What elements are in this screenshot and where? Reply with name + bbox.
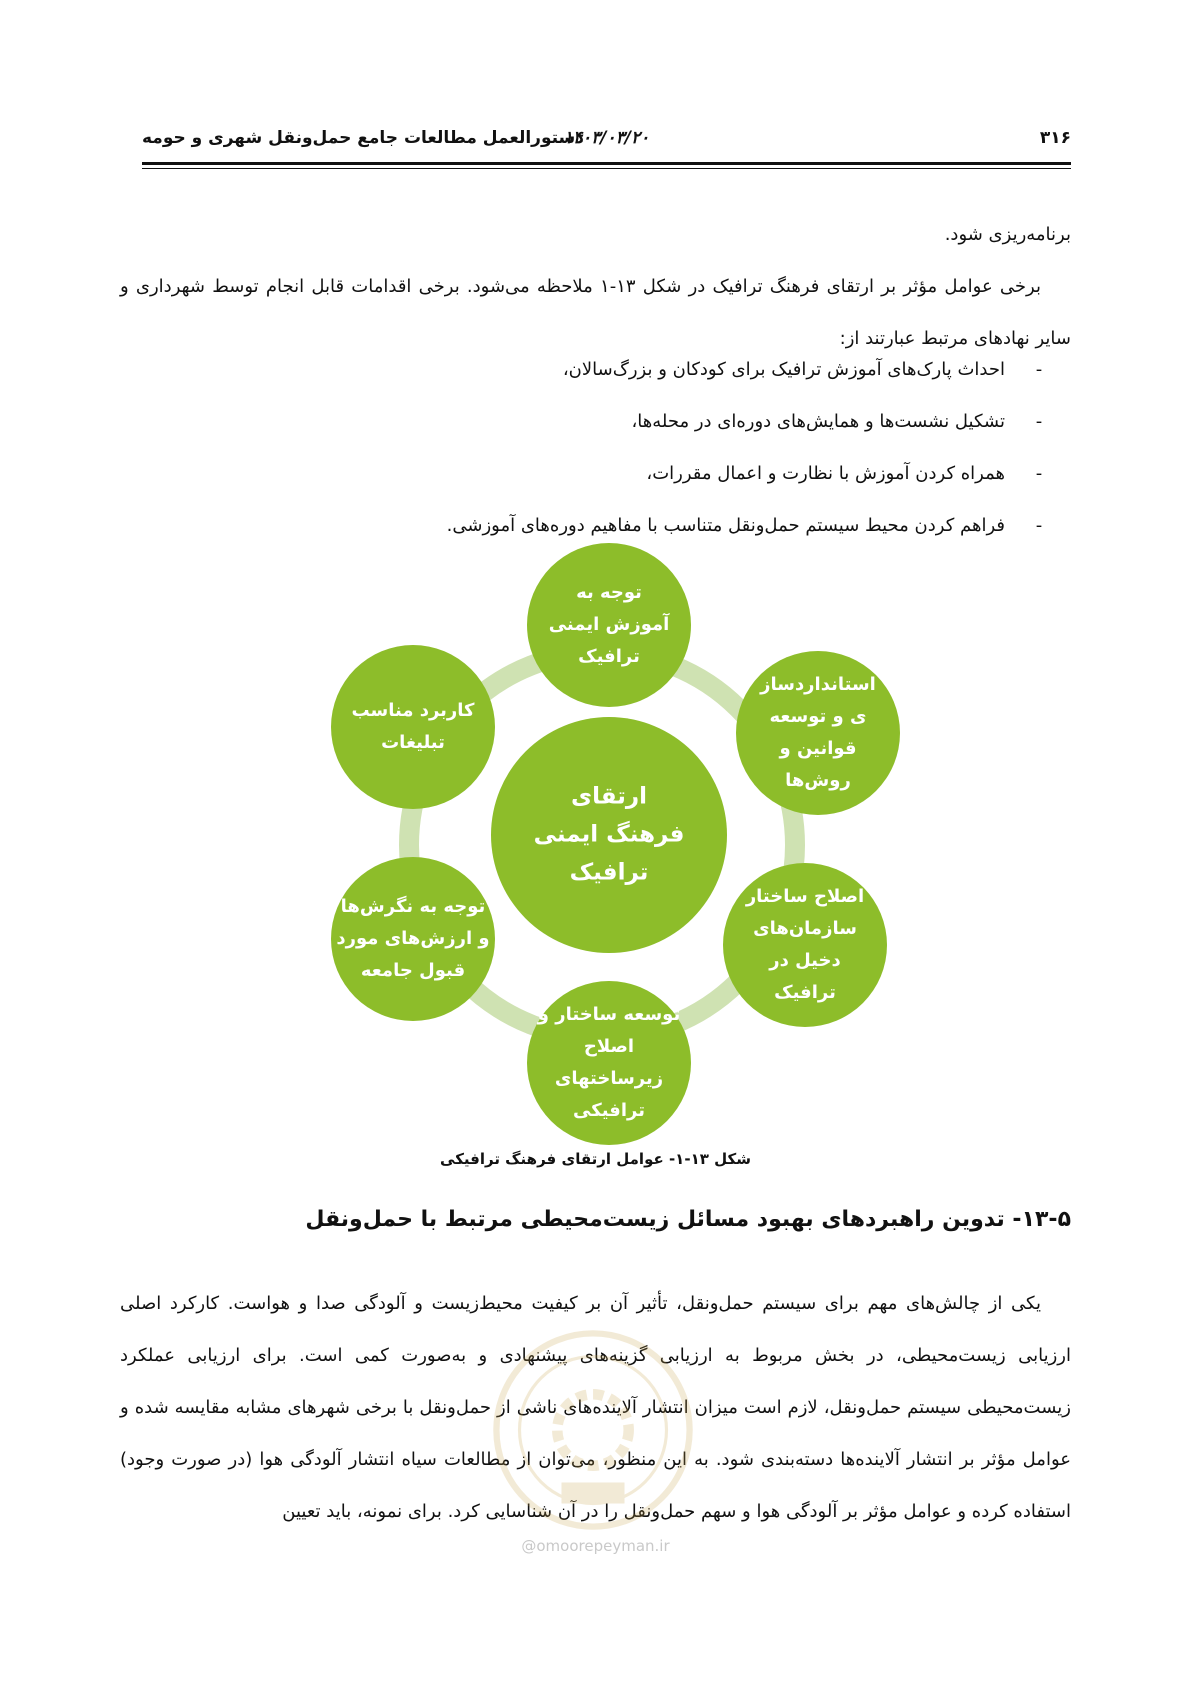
intro-text: برخی عوامل مؤثر بر ارتقای فرهنگ ترافیک در شکل ۱۳-۱ ملاحظه می‌شود. برخی اقدامات قابل انجام توسط شهرداری و سایر نهادهای مرتبط عبارتند از: bbox=[120, 276, 1071, 349]
intro-paragraph bbox=[120, 209, 1071, 365]
diagram-node-3-label: ترافیک bbox=[774, 982, 836, 1003]
diagram-node-2 bbox=[736, 651, 900, 815]
list-item bbox=[149, 396, 1049, 448]
diagram-node-6 bbox=[331, 645, 495, 809]
list-item-text: فراهم کردن محیط سیستم حمل‌ونقل متناسب با مفاهیم دوره‌های آموزشی. bbox=[446, 515, 1005, 536]
diagram-node-4-label: ترافیکی bbox=[573, 1100, 645, 1121]
diagram-node-5-label: توجه به نگرش‌ها bbox=[340, 896, 486, 917]
diagram-node-3 bbox=[723, 863, 887, 1027]
section-text: یکی از چالش‌های مهم برای سیستم حمل‌ونقل، تأثیر آن بر کیفیت محیط‌زیست و آلودگی صدا و هواست. کارکرد اصلی ارزیابی زیست‌محیطی، در بخش مربوط به ارزیابی گزینه‌های پیشنهادی و به‌صورت کمی است. برای ارزیابی عملکرد زیست‌محیطی سیستم حمل‌ونقل، لازم است میزان انتشار آلاینده‌های ناشی از حمل‌ونقل با برخی شهرهای مشابه مقایسه شده و عوامل مؤثر بر انتشار آلاینده‌ها دسته‌بندی شود. به این منظور، می‌توان از مطالعات سیاه انتشار آلودگی هوا (در صورت وجود) استفاده کرده و عوامل مؤثر بر آلودگی هوا و سهم حمل‌ونقل را در آن شناسایی کرد. برای نمونه، باید تعیین bbox=[120, 1293, 1071, 1522]
diagram-node-5 bbox=[331, 857, 495, 1021]
diagram-node-4-label: توسعه ساختار و bbox=[537, 1004, 681, 1025]
diagram-node-4-label: زیرساختهای bbox=[554, 1068, 664, 1089]
diagram-node-5-label: و ارزش‌های مورد bbox=[336, 928, 490, 949]
diagram-node-4-label: اصلاح bbox=[583, 1036, 635, 1057]
header-date: ۱۴۰۳/۰۳/۲۰ bbox=[563, 128, 650, 148]
header-rule-thick bbox=[142, 162, 1071, 165]
header-title: دستورالعمل مطالعات جامع حمل‌ونقل شهری و حومه bbox=[142, 128, 584, 148]
watermark-logo-icon bbox=[488, 1325, 698, 1535]
diagram-node-3-label: دخیل در bbox=[769, 950, 841, 971]
list-item bbox=[149, 344, 1049, 396]
list-item-text: احداث پارک‌های آموزش ترافیک برای کودکان و بزرگ‌سالان، bbox=[562, 359, 1005, 380]
running-header bbox=[142, 128, 1071, 152]
diagram-node-6-label: تبلیغات bbox=[381, 732, 445, 753]
diagram-center-node-label: فرهنگ ایمنی bbox=[533, 821, 685, 848]
diagram-center-node bbox=[491, 717, 727, 953]
bullet-list bbox=[149, 344, 1049, 552]
diagram-node-1-label: ترافیک bbox=[578, 646, 640, 667]
intro-line: برنامه‌ریزی شود. bbox=[944, 224, 1071, 245]
page-number: ۳۱۶ bbox=[1039, 128, 1071, 148]
bullet-dash: - bbox=[1035, 463, 1043, 484]
diagram-center-node-label: ترافیک bbox=[569, 859, 649, 886]
diagram-node-2-label: ی و توسعه bbox=[769, 706, 867, 727]
section-heading: ۱۳-۵- تدوین راهبردهای بهبود مسائل زیست‌محیطی مرتبط با حمل‌ونقل bbox=[305, 1207, 1071, 1232]
list-item-text: تشکیل نشست‌ها و همایش‌های دوره‌ای در محله‌ها، bbox=[631, 411, 1005, 432]
diagram-node-6-label: کاربرد مناسب bbox=[351, 700, 475, 721]
diagram-node-4 bbox=[527, 981, 691, 1145]
diagram-node-2-label: روش‌ها bbox=[785, 770, 851, 791]
list-item bbox=[149, 448, 1049, 500]
bullet-dash: - bbox=[1035, 515, 1043, 536]
header-rule-thin bbox=[142, 168, 1071, 169]
diagram-node-2-label: قوانین و bbox=[779, 738, 857, 759]
watermark-text: @omoorepeyman.ir bbox=[521, 1537, 670, 1555]
bullet-dash: - bbox=[1035, 359, 1043, 380]
bullet-dash: - bbox=[1035, 411, 1043, 432]
diagram-node-1-label: آموزش ایمنی bbox=[548, 614, 670, 635]
list-item-text: همراه کردن آموزش با نظارت و اعمال مقررات، bbox=[646, 463, 1005, 484]
diagram-node-2-label: استانداردساز bbox=[760, 674, 876, 695]
diagram-node-1-label: توجه به bbox=[576, 582, 642, 603]
diagram-node-6-circle bbox=[331, 645, 495, 809]
diagram-node-5-label: قبول جامعه bbox=[360, 960, 466, 981]
diagram-node-3-label: سازمان‌های bbox=[753, 918, 857, 939]
figure-caption: شکل ۱۳-۱- عوامل ارتقای فرهنگ ترافیکی bbox=[440, 1150, 751, 1168]
diagram-center-node-label: ارتقای bbox=[570, 783, 648, 810]
diagram-node-3-label: اصلاح ساختار bbox=[745, 886, 865, 907]
diagram-node-1 bbox=[527, 543, 691, 707]
